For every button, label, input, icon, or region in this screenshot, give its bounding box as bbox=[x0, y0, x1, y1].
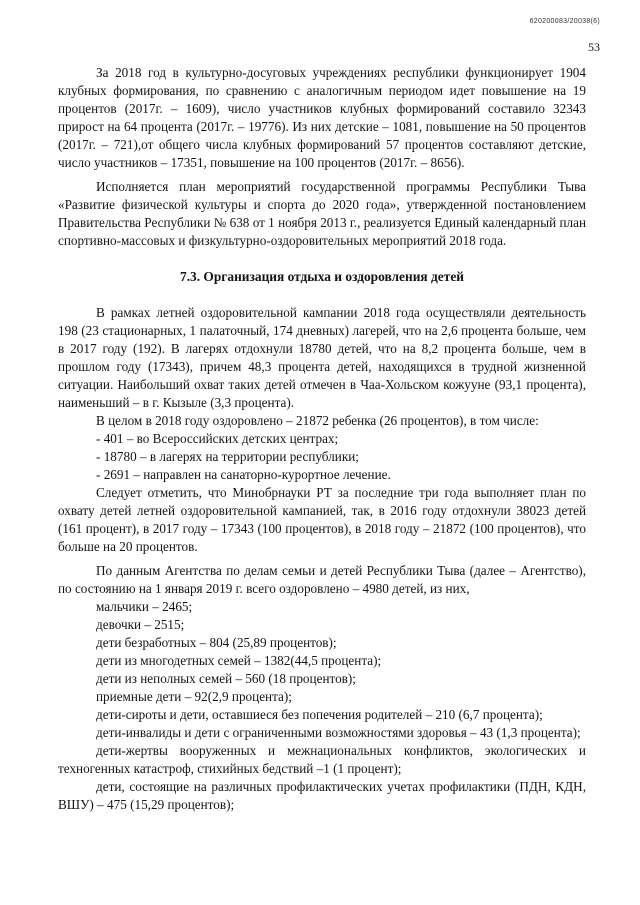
list-item: дети из многодетных семей – 1382(44,5 процента); bbox=[96, 653, 382, 668]
paragraph-total-recovered: В целом в 2018 году оздоровлено – 21872 ребенка (26 процентов), в том числе: bbox=[96, 413, 539, 428]
list-item: - 2691 – направлен на санаторно-курортное лечение. bbox=[96, 467, 391, 482]
list-item: дети-жертвы вооруженных и межнациональных конфликтов, экологических и техногенных катастроф, стихийных бедствий –1 (1 процент); bbox=[58, 743, 586, 776]
document-id: 620200083/20038(6) bbox=[529, 18, 600, 25]
paragraph-clubs: За 2018 год в культурно-досуговых учреждениях республики функционирует 1904 клубных формирования, по сравнению с аналогичным периодом идет повышение на 19 процентов (2017г. – 1609), число участников клубных формирований составило 32343 прирост на 64 процента (2017г. – 19776). Из них детские – 1081, повышение на 50 процентов (2017г. – 721),от общего числа клубных формирований 57 процентов составляют детские, число участников – 17351, повышение на 100 процентов (2017г. – 8656). bbox=[58, 65, 586, 170]
page-number: 53 bbox=[588, 40, 600, 54]
list-item: дети из неполных семей – 560 (18 процентов); bbox=[96, 671, 356, 686]
list-item: дети, состоящие на различных профилактических учетах профилактики (ПДН, КДН, ВШУ) – 475 (15,29 процентов); bbox=[58, 779, 586, 812]
paragraph-agency: По данным Агентства по делам семьи и детей Республики Тыва (далее – Агентство), по состоянию на 1 января 2019 г. всего оздоровлено – 4980 детей, из них, bbox=[58, 563, 586, 596]
section-heading: 7.3. Организация отдыха и оздоровления детей bbox=[180, 269, 464, 284]
list-item: дети безработных – 804 (25,89 процентов); bbox=[96, 635, 337, 650]
page-body bbox=[58, 64, 586, 814]
list-item: - 18780 – в лагерях на территории республики; bbox=[96, 449, 359, 464]
list-item: дети-инвалиды и дети с ограниченными возможностями здоровья – 43 (1,3 процента); bbox=[96, 725, 581, 740]
paragraph-summer-campaign: В рамках летней оздоровительной кампании 2018 года осуществляли деятельность 198 (23 стационарных, 1 палаточный, 174 дневных) лагерей, что на 2,6 процента больше, чем в 2017 году (192). В лагерях отдохнули 18780 детей, что на 8,2 процента больше, чем в прошлом году (17343), причем 48,3 процента детей, находящихся в трудной жизненной ситуации. Наибольший охват таких детей отмечен в Чаа-Хольском кожууне (93,1 процента), наименьший – в г. Кызыле (3,3 процента). bbox=[58, 305, 586, 410]
list-item: приемные дети – 92(2,9 процента); bbox=[96, 689, 292, 704]
list-item: девочки – 2515; bbox=[96, 617, 185, 632]
list-item: дети-сироты и дети, оставшиеся без попечения родителей – 210 (6,7 процента); bbox=[96, 707, 543, 722]
paragraph-sports-program: Исполняется план мероприятий государственной программы Республики Тыва «Развитие физической культуры и спорта до 2020 года», утвержденной постановлением Правительства Республики № 638 от 1 ноября 2013 г., реализуется Единый календарный план спортивно-массовых и физкультурно-оздоровительных мероприятий 2018 года. bbox=[58, 179, 586, 248]
list-item: мальчики – 2465; bbox=[96, 599, 193, 614]
list-item: - 401 – во Всероссийских детских центрах; bbox=[96, 431, 339, 446]
paragraph-ministry: Следует отметить, что Минобрнауки РТ за последние три года выполняет план по охвату детей летней оздоровительной кампанией, так, в 2016 году отдохнули 38023 детей (161 процент), в 2017 году – 17343 (100 процентов), в 2018 году – 21872 (100 процентов), что больше на 20 процентов. bbox=[58, 485, 586, 554]
